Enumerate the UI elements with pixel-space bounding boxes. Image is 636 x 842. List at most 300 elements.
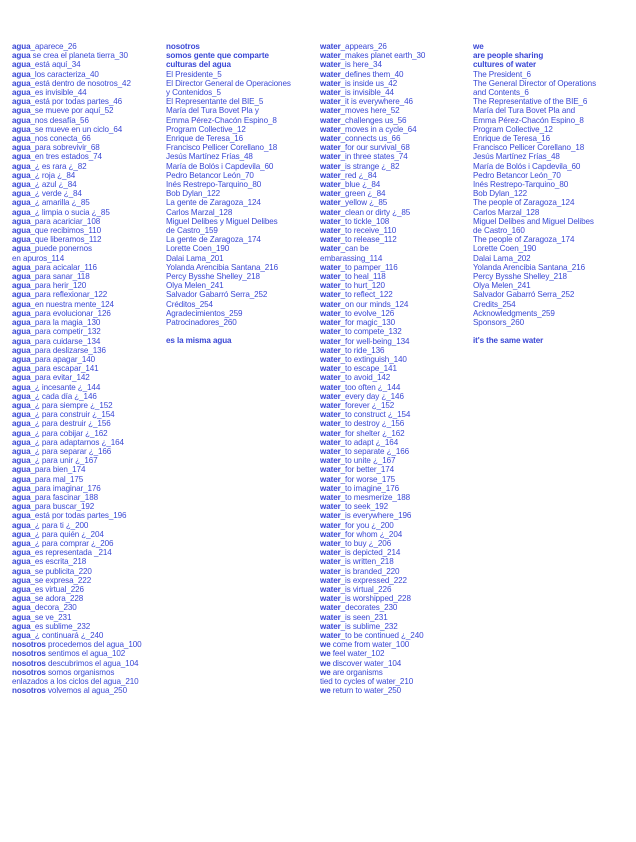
index-keyword: agua bbox=[12, 170, 31, 180]
index-text: _es virtual_226 bbox=[30, 584, 84, 594]
index-keyword: agua bbox=[12, 612, 31, 622]
index-entry bbox=[12, 300, 162, 309]
index-keyword: water bbox=[320, 115, 341, 125]
index-entry bbox=[12, 263, 162, 272]
index-entry bbox=[320, 567, 470, 576]
index-text: se crea el planeta tierra_30 bbox=[30, 51, 128, 61]
contents-entry: Créditos_254 bbox=[166, 299, 213, 309]
index-keyword: water bbox=[320, 78, 341, 88]
index-text: _puede ponernos bbox=[30, 244, 93, 254]
contents-entry: El Director General de Operaciones bbox=[166, 78, 291, 88]
contents-entry: Yolanda Arencibia Santana_216 bbox=[166, 262, 279, 272]
contents-entry: Enrique de Teresa_16 bbox=[166, 134, 244, 144]
index-keyword: water bbox=[320, 575, 341, 585]
index-text: _to buy ¿_206 bbox=[340, 538, 392, 548]
index-keyword: water bbox=[320, 189, 341, 199]
index-text: _¿ para unir ¿_167 bbox=[30, 456, 98, 466]
index-keyword: water bbox=[320, 69, 341, 79]
index-entry bbox=[12, 189, 162, 198]
index-keyword: agua bbox=[12, 97, 31, 107]
index-text: _to hurt_120 bbox=[340, 281, 385, 291]
index-text: _está por todas partes_46 bbox=[30, 97, 123, 107]
index-text: _para deslizarse_136 bbox=[30, 345, 106, 355]
contents-heading-3: culturas del agua bbox=[166, 60, 231, 70]
contents-entry: Jesús Martínez Frías_48 bbox=[166, 152, 253, 162]
index-text: _se adora_228 bbox=[30, 594, 84, 604]
index-entry bbox=[12, 152, 162, 161]
index-entry bbox=[12, 125, 162, 134]
contents-entry: Percy Bysshe Shelley_218 bbox=[166, 272, 260, 282]
index-text: _es representada _214 bbox=[30, 548, 112, 558]
index-text: _to separate ¿_166 bbox=[340, 446, 410, 456]
index-entry bbox=[12, 631, 162, 640]
spacer bbox=[473, 327, 631, 336]
index-entry bbox=[320, 88, 470, 97]
index-text: _nos conecta_66 bbox=[30, 134, 91, 144]
index-entry bbox=[12, 116, 162, 125]
index-entry bbox=[320, 189, 470, 198]
index-entry bbox=[320, 226, 470, 235]
contents-column-english bbox=[473, 42, 631, 346]
index-entry bbox=[12, 42, 162, 51]
index-keyword: agua bbox=[12, 566, 31, 576]
contents-list bbox=[473, 70, 631, 328]
index-entry bbox=[320, 530, 470, 539]
index-entry bbox=[320, 613, 470, 622]
index-text: _is inside us_42 bbox=[340, 78, 398, 88]
index-text: _¿ es rara ¿_82 bbox=[30, 161, 87, 171]
index-text: _para mal_175 bbox=[30, 474, 84, 484]
index-entry bbox=[320, 346, 470, 355]
index-keyword: agua bbox=[12, 78, 31, 88]
index-keyword: agua bbox=[12, 124, 31, 134]
index-entry bbox=[12, 659, 162, 668]
index-entry bbox=[320, 622, 470, 631]
contents-entry: La gente de Zaragoza_174 bbox=[166, 235, 261, 245]
index-entry bbox=[12, 364, 162, 373]
contents-entry: La gente de Zaragoza_124 bbox=[166, 198, 261, 208]
index-text: _se expresa_222 bbox=[30, 575, 92, 585]
index-text: _to construct ¿_154 bbox=[340, 410, 411, 420]
contents-entry: María del Tura Bovet Pla y bbox=[166, 106, 259, 116]
index-entry bbox=[320, 272, 470, 281]
contents-column-spanish bbox=[166, 42, 316, 346]
index-keyword: agua bbox=[12, 520, 31, 530]
index-entry bbox=[320, 631, 470, 640]
index-text: _para cuidarse_134 bbox=[30, 336, 101, 346]
index-entry bbox=[12, 70, 162, 79]
index-entry bbox=[320, 171, 470, 180]
index-entry bbox=[320, 235, 470, 244]
contents-entry: Miguel Delibes y Miguel Delibes bbox=[166, 216, 278, 226]
index-entry bbox=[320, 686, 470, 695]
index-text: _is written_218 bbox=[340, 557, 394, 567]
index-entry bbox=[320, 364, 470, 373]
index-keyword: agua bbox=[12, 382, 31, 392]
index-text: _para sanar_118 bbox=[30, 272, 90, 282]
index-text: _¿ para comprar ¿_206 bbox=[30, 538, 114, 548]
index-keyword: water bbox=[320, 345, 341, 355]
index-text: _para reflexionar_122 bbox=[30, 290, 108, 300]
index-keyword: agua bbox=[12, 244, 31, 254]
contents-entry: Francisco Pellicer Corellano_18 bbox=[473, 143, 585, 153]
index-entry bbox=[12, 410, 162, 419]
contents-entry: The General Director of Operations bbox=[473, 78, 597, 88]
index-text: _yellow ¿_85 bbox=[340, 198, 388, 208]
contents-list bbox=[166, 70, 316, 328]
index-keyword: water bbox=[320, 437, 341, 447]
index-entry bbox=[320, 456, 470, 465]
index-keyword: water bbox=[320, 290, 341, 300]
index-entry bbox=[320, 79, 470, 88]
index-text: _connects us_66 bbox=[340, 134, 401, 144]
index-keyword: water bbox=[320, 124, 341, 134]
index-entry bbox=[320, 493, 470, 502]
index-keyword: agua bbox=[12, 198, 31, 208]
index-text: _que recibimos_110 bbox=[30, 226, 101, 236]
index-entry bbox=[12, 484, 162, 493]
contents-entry: Carlos Marzal_128 bbox=[473, 207, 540, 217]
index-entry bbox=[12, 557, 162, 566]
index-keyword: agua bbox=[12, 529, 31, 539]
index-keyword: water bbox=[320, 60, 341, 70]
index-text: _para herir_120 bbox=[30, 281, 87, 291]
index-keyword: agua bbox=[12, 290, 31, 300]
index-keyword: water bbox=[320, 134, 341, 144]
contents-entry: Percy Bysshe Shelley_218 bbox=[473, 272, 567, 282]
index-keyword: water bbox=[320, 492, 341, 502]
index-text: _para bien_174 bbox=[30, 465, 86, 475]
index-text: _to heal_118 bbox=[340, 272, 386, 282]
index-keyword: water bbox=[320, 502, 341, 512]
index-text: _está dentro de nosotros_42 bbox=[30, 78, 131, 88]
index-entry bbox=[320, 337, 470, 346]
index-text: _challenges us_56 bbox=[340, 115, 407, 125]
index-column-english bbox=[320, 42, 470, 695]
index-entry bbox=[12, 143, 162, 152]
index-text: _aparece_26 bbox=[30, 42, 77, 51]
index-keyword: water bbox=[320, 621, 341, 631]
index-keyword: agua bbox=[12, 483, 31, 493]
index-text: _on our minds_124 bbox=[340, 299, 409, 309]
index-entry-continuation: tied to cycles of water_210 bbox=[320, 677, 414, 687]
index-entry bbox=[320, 327, 470, 336]
index-text: _is expressed_222 bbox=[340, 575, 407, 585]
contents-entry: Lorette Coen_190 bbox=[473, 244, 537, 254]
index-keyword: water bbox=[320, 198, 341, 208]
index-keyword: water bbox=[320, 97, 341, 107]
index-keyword: nosotros bbox=[12, 658, 46, 668]
index-keyword: agua bbox=[12, 594, 31, 604]
index-keyword: water bbox=[320, 511, 341, 521]
index-text: volvemos al agua_250 bbox=[45, 686, 127, 696]
contents-entry: Francisco Pellicer Corellano_18 bbox=[166, 143, 278, 153]
contents-entry: Pedro Betancor León_70 bbox=[166, 170, 254, 180]
index-entry bbox=[12, 465, 162, 474]
index-entry bbox=[12, 373, 162, 382]
index-text: _for magic_130 bbox=[340, 318, 396, 328]
index-entry bbox=[12, 521, 162, 530]
index-text: _para evolucionar_126 bbox=[30, 308, 111, 318]
contents-footer: it's the same water bbox=[473, 336, 544, 346]
index-entry bbox=[320, 263, 470, 272]
index-text: descubrimos el agua_104 bbox=[45, 658, 139, 668]
index-entry bbox=[12, 585, 162, 594]
index-text: _¿ para destruir ¿_156 bbox=[30, 419, 111, 429]
index-text: _en tres estados_74 bbox=[30, 152, 102, 162]
index-entry bbox=[12, 106, 162, 115]
index-entry bbox=[320, 106, 470, 115]
index-text: _está por todas partes_196 bbox=[30, 511, 127, 521]
index-text: _is invisible_44 bbox=[340, 88, 394, 98]
index-entry-continuation: embarassing_114 bbox=[320, 253, 383, 263]
index-entry bbox=[320, 668, 470, 677]
index-text: _para competir_132 bbox=[30, 327, 101, 337]
index-keyword: agua bbox=[12, 557, 31, 567]
index-text: _forever ¿_152 bbox=[340, 400, 395, 410]
index-keyword: agua bbox=[12, 336, 31, 346]
index-text: _¿ incesante ¿_144 bbox=[30, 382, 101, 392]
index-keyword: agua bbox=[12, 327, 31, 337]
index-entry bbox=[12, 51, 162, 60]
index-keyword: water bbox=[320, 400, 341, 410]
index-keyword: agua bbox=[12, 152, 31, 162]
index-keyword: agua bbox=[12, 69, 31, 79]
index-entry bbox=[320, 180, 470, 189]
index-text: _¿ para ti ¿_200 bbox=[30, 520, 89, 530]
index-text: _para escapar_141 bbox=[30, 364, 99, 374]
index-keyword: agua bbox=[12, 474, 31, 484]
index-text: _¿ amarilla ¿_85 bbox=[30, 198, 90, 208]
index-entry bbox=[320, 539, 470, 548]
index-keyword: we bbox=[320, 649, 331, 659]
index-keyword: water bbox=[320, 106, 341, 116]
index-entry bbox=[12, 281, 162, 290]
contents-entry: Bob Dylan_122 bbox=[166, 189, 221, 199]
index-entry bbox=[320, 410, 470, 419]
index-keyword: agua bbox=[12, 134, 31, 144]
index-text: _to pamper_116 bbox=[340, 262, 398, 272]
index-text: _¿ para cobijar ¿_162 bbox=[30, 428, 108, 438]
index-text: _can be bbox=[340, 244, 369, 254]
contents-entry: Olya Melen_241 bbox=[473, 281, 531, 291]
index-entry bbox=[12, 493, 162, 502]
contents-entry: El Presidente_5 bbox=[166, 69, 222, 79]
index-keyword: agua bbox=[12, 603, 31, 613]
index-keyword: agua bbox=[12, 511, 31, 521]
index-keyword: agua bbox=[12, 143, 31, 153]
index-keyword: we bbox=[320, 658, 331, 668]
contents-entry: Emma Pérez-Chacón Espino_8 bbox=[473, 115, 584, 125]
index-entry bbox=[12, 383, 162, 392]
index-text: _to release_112 bbox=[340, 235, 397, 245]
contents-entry: Patrocinadores_260 bbox=[166, 318, 237, 328]
index-keyword: agua bbox=[12, 354, 31, 364]
index-keyword: agua bbox=[12, 207, 31, 217]
index-text: _it is everywhere_46 bbox=[340, 97, 413, 107]
index-text: _for you ¿_200 bbox=[340, 520, 394, 530]
index-keyword: water bbox=[320, 566, 341, 576]
index-entry bbox=[12, 60, 162, 69]
index-keyword: water bbox=[320, 603, 341, 613]
index-entry bbox=[320, 659, 470, 668]
index-keyword: water bbox=[320, 520, 341, 530]
index-text: _is strange ¿_82 bbox=[340, 161, 400, 171]
index-text: _¿ cada día ¿_146 bbox=[30, 391, 97, 401]
index-keyword: agua bbox=[12, 373, 31, 383]
index-entry bbox=[320, 447, 470, 456]
index-text: _is here_34 bbox=[340, 60, 382, 70]
index-text: _to receive_110 bbox=[340, 226, 397, 236]
index-keyword: water bbox=[320, 226, 341, 236]
index-text: _to reflect_122 bbox=[340, 290, 393, 300]
index-entry bbox=[12, 429, 162, 438]
index-entry bbox=[12, 419, 162, 428]
index-entry bbox=[12, 327, 162, 336]
contents-entry: de Castro_160 bbox=[473, 226, 525, 236]
index-text: _se mueve por aquí_52 bbox=[30, 106, 114, 116]
contents-entry: Credits_254 bbox=[473, 299, 516, 309]
contents-entry: Dalai Lama_202 bbox=[473, 253, 531, 263]
index-entry bbox=[320, 60, 470, 69]
index-keyword: water bbox=[320, 161, 341, 171]
index-keyword: agua bbox=[12, 106, 31, 116]
index-entry bbox=[320, 198, 470, 207]
index-text: _for shelter ¿_162 bbox=[340, 428, 405, 438]
contents-entry: Lorette Coen_190 bbox=[166, 244, 230, 254]
index-entry bbox=[320, 143, 470, 152]
index-entry bbox=[320, 309, 470, 318]
contents-entry: Dalai Lama_201 bbox=[166, 253, 224, 263]
index-entry bbox=[320, 419, 470, 428]
contents-entry: Salvador Gabarró Serra_252 bbox=[166, 290, 268, 300]
index-entry bbox=[12, 346, 162, 355]
index-keyword: agua bbox=[12, 621, 31, 631]
index-entry bbox=[12, 79, 162, 88]
index-entry bbox=[12, 226, 162, 235]
index-text: _decorates_230 bbox=[340, 603, 398, 613]
contents-entry: Jesús Martínez Frías_48 bbox=[473, 152, 560, 162]
index-entry bbox=[320, 97, 470, 106]
index-keyword: water bbox=[320, 272, 341, 282]
index-keyword: water bbox=[320, 612, 341, 622]
index-entry bbox=[320, 401, 470, 410]
index-entry bbox=[320, 42, 470, 51]
index-keyword: water bbox=[320, 354, 341, 364]
index-text: _to compete_132 bbox=[340, 327, 402, 337]
index-text: _para sobrevivir_68 bbox=[30, 143, 100, 153]
index-text: _green ¿_84 bbox=[340, 189, 386, 199]
index-entry bbox=[12, 622, 162, 631]
index-entry bbox=[12, 668, 162, 677]
index-keyword: agua bbox=[12, 180, 31, 190]
index-text: _for worse_175 bbox=[340, 474, 396, 484]
index-entry bbox=[320, 300, 470, 309]
index-entry bbox=[320, 244, 470, 253]
index-keyword: water bbox=[320, 428, 341, 438]
index-keyword: agua bbox=[12, 410, 31, 420]
index-text: _to evolve_126 bbox=[340, 308, 395, 318]
index-entry bbox=[320, 640, 470, 649]
index-text: _moves here_52 bbox=[340, 106, 400, 116]
index-keyword: agua bbox=[12, 492, 31, 502]
index-entry bbox=[320, 576, 470, 585]
contents-entry: y Contenidos_5 bbox=[166, 88, 221, 98]
index-keyword: agua bbox=[12, 318, 31, 328]
index-keyword: agua bbox=[12, 446, 31, 456]
index-text: _every day ¿_146 bbox=[340, 391, 404, 401]
index-keyword: agua bbox=[12, 216, 31, 226]
index-entry bbox=[320, 281, 470, 290]
contents-entry: The people of Zaragoza_124 bbox=[473, 198, 575, 208]
index-entry bbox=[12, 502, 162, 511]
contents-entry: Inés Restrepo-Tarquino_80 bbox=[166, 180, 262, 190]
index-text: _para la magia_130 bbox=[30, 318, 101, 328]
index-text: _to imagine_176 bbox=[340, 483, 400, 493]
index-keyword: agua bbox=[12, 115, 31, 125]
index-keyword: water bbox=[320, 594, 341, 604]
index-entry bbox=[12, 171, 162, 180]
index-text: _to tickle_108 bbox=[340, 216, 390, 226]
index-text: _blue ¿_84 bbox=[340, 180, 381, 190]
index-text: _¿ para siempre ¿_152 bbox=[30, 400, 113, 410]
index-entry bbox=[12, 613, 162, 622]
index-text: _en nuestra mente_124 bbox=[30, 299, 114, 309]
contents-entry: Sponsors_260 bbox=[473, 318, 524, 328]
index-entry bbox=[320, 511, 470, 520]
index-keyword: water bbox=[320, 373, 341, 383]
index-entry bbox=[320, 383, 470, 392]
spacer bbox=[166, 327, 316, 336]
index-text: _to extinguish_140 bbox=[340, 354, 407, 364]
index-keyword: agua bbox=[12, 308, 31, 318]
index-text: _is worshipped_228 bbox=[340, 594, 411, 604]
index-text: sentimos el agua_102 bbox=[45, 649, 126, 659]
contents-entry: Carlos Marzal_128 bbox=[166, 207, 233, 217]
contents-entry: Program Collective_12 bbox=[473, 124, 553, 134]
index-keyword: water bbox=[320, 419, 341, 429]
index-entry bbox=[12, 603, 162, 612]
index-entry bbox=[12, 401, 162, 410]
index-column-spanish bbox=[12, 42, 162, 695]
index-keyword: agua bbox=[12, 456, 31, 466]
index-keyword: water bbox=[320, 474, 341, 484]
index-entry bbox=[320, 475, 470, 484]
index-text: _es sublime_232 bbox=[30, 621, 91, 631]
index-keyword: agua bbox=[12, 281, 31, 291]
index-entry bbox=[12, 539, 162, 548]
index-entry bbox=[12, 530, 162, 539]
index-keyword: nosotros bbox=[12, 667, 46, 677]
index-keyword: agua bbox=[12, 226, 31, 236]
contents-entry: Inés Restrepo-Tarquino_80 bbox=[473, 180, 569, 190]
index-entry bbox=[12, 392, 162, 401]
index-entry bbox=[12, 162, 162, 171]
index-keyword: water bbox=[320, 299, 341, 309]
contents-entry: María del Tura Bovet Pla and bbox=[473, 106, 576, 116]
index-entry bbox=[320, 548, 470, 557]
index-entry bbox=[12, 318, 162, 327]
index-keyword: agua bbox=[12, 548, 31, 558]
index-entry bbox=[12, 217, 162, 226]
index-keyword: agua bbox=[12, 584, 31, 594]
index-entry bbox=[320, 649, 470, 658]
index-entry bbox=[12, 272, 162, 281]
index-keyword: water bbox=[320, 446, 341, 456]
index-keyword: water bbox=[320, 456, 341, 466]
contents-entry: Olya Melen_241 bbox=[166, 281, 224, 291]
index-text: _para fascinar_188 bbox=[30, 492, 98, 502]
